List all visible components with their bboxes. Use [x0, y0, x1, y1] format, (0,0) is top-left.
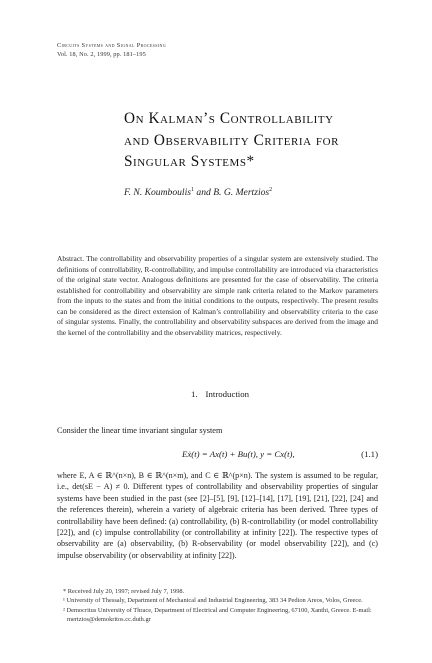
equation-number: (1.1) — [361, 449, 378, 459]
author-1-affiliation: 1 — [191, 187, 194, 193]
equation-1-1 — [57, 449, 378, 463]
title-line-2: and Observability Criteria for — [124, 131, 339, 149]
body-paragraph: where E, A ∈ ℝ^(n×n), B ∈ ℝ^(n×m), and C ∈ ℝ^(p×n). The system is assumed to be regular, i.e., det(sE − A) ≠ 0. Different types of controllability and observability properties of singular systems have been studied in the past (see [2]–[5], [9], [12]–[14], [17], [19], [21], [22], [24] and the references therein), wherein a variety of algebraic criteria has been derived. Three types of controllability have been defined: (a) controllability, (b) R-controllability (or model controllability [22]), and (c) impulse controllability (or controllability at infinity [22]). The respective types of observability are (a) observability, (b) R-observability (or model observability [22]), and (c) impulse observability (or observability at infinity [22]). — [57, 471, 378, 560]
intro-sentence: Consider the linear time invariant singular system — [57, 426, 223, 435]
author-2: B. G. Mertzios — [213, 187, 270, 199]
authors-conjunction: and — [194, 187, 214, 199]
footnote-2: ² Democritus University of Thrace, Department of Electrical and Computer Engineering, 67100, Xanthi, Greece. E-mail: mertzios@demokritos.cc.duth.gr — [63, 606, 372, 624]
footnote-received: * Received July 20, 1997; revised July 7, 1998. — [63, 588, 185, 595]
author-2-affiliation: 2 — [269, 187, 273, 193]
abstract-label: Abstract. — [57, 254, 85, 263]
title-line-1: On Kalman’s Controllability — [124, 110, 334, 127]
section-number: 1. — [190, 389, 198, 399]
author-1: F. N. Koumboulis — [124, 187, 191, 199]
abstract-text: The controllability and observability properties of a singular system are extensively studied. The definitions of controllability, R-controllability, and impulse controllability are introduced via characteristics of the original state vector. Analogous definitions are presented for the case of observability. The criteria established for controllability and observability are simple rank criteria related to the Markov parameters from the inputs to the states and from the initial conditions to the outputs, respectively. The present results can be considered as the direct extension of Kalman’s controllability and observability criteria to the case of singular systems. Finally, the controllability and observability subspaces are derived from the image and the kernel of the controllability and the observability matrices, respectively. — [57, 254, 378, 337]
paper-title — [124, 108, 414, 173]
journal-name: Circuits Systems and Signal Processing — [57, 42, 166, 49]
section-heading — [0, 389, 432, 399]
paper-authors — [124, 187, 272, 198]
abstract — [57, 254, 378, 338]
title-line-3: Singular Systems* — [124, 153, 255, 170]
journal-header — [57, 42, 387, 59]
footnote-1: ¹ University of Thessaly, Department of Mechanical and Industrial Engineering, 383 34 Pedion Areos, Volos, Greece. — [63, 597, 363, 605]
footnotes — [57, 587, 378, 625]
journal-volume: Vol. 18, No. 2, 1999, pp. 181–195 — [57, 50, 146, 58]
equation-body: Eẋ(t) = Ax(t) + Bu(t), y = Cx(t), — [182, 449, 295, 459]
section-title: Introduction — [205, 389, 250, 399]
